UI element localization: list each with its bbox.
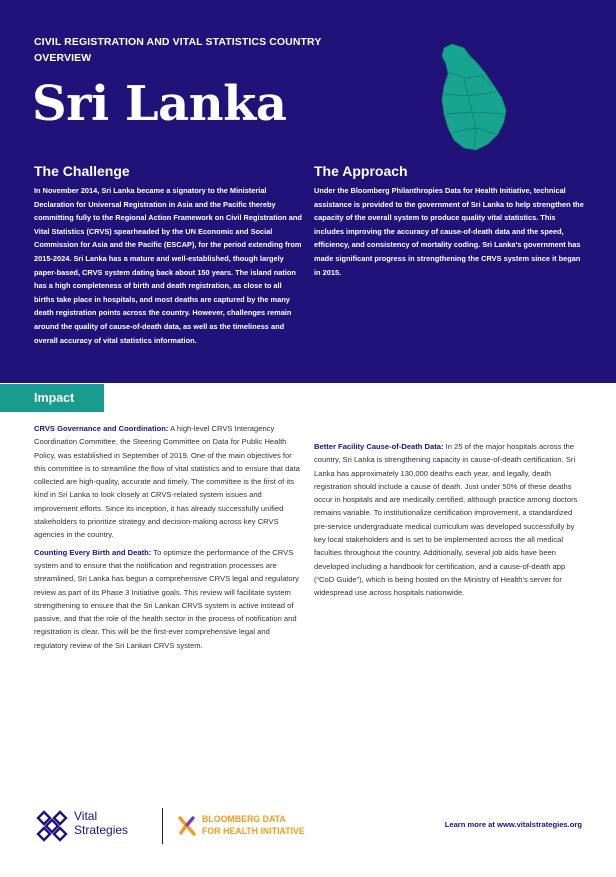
- impact-item-text: A high-level CRVS Interagency Coordination Committee, the Steering Committee on Data for Public Health Policy, was established in September of 2019. One of the main objectives for this committee is to streamline the flow of vital statistics and to ensure that data collected are high-quality, accurate and timely. The committee is the first of its kind in Sri Lanka to look closely at CRVS-related system issues and improvement efforts. Since its inception, it has already successfully unified stakeholders to prioritize strategy and decision-making across key CRVS agencies in the country.: [34, 424, 300, 540]
- impact-heading-tab: Impact: [0, 384, 104, 412]
- impact-column-left: [34, 422, 300, 656]
- challenge-paragraph: In November 2014, Sri Lanka became a signatory to the Ministerial Declaration for Universal Registration in Asia and the Pacific thereby committing fully to the Regional Action Framework on Civil Registration and Vital Statistics (CRVS) spearheaded by the UN Economic and Social Commission for Asia and the Pacific (ESCAP), for the period extending from 2015-2024. Sri Lanka has a mature and well-established, though largely paper-based, CRVS system dating back about 150 years. The island nation has a high completeness of birth and death registration, as close to all births take place in hospitals, and most deaths are captured by the many death registration points across the country. However, challenges remain around the quality of cause-of-death data, as well as the timeliness and overall accuracy of vital statistics information.: [34, 186, 302, 345]
- impact-item-lead: CRVS Governance and Coordination:: [34, 424, 169, 433]
- bb-line-2: FOR HEALTH INITIATIVE: [202, 826, 305, 836]
- impact-column-right: [314, 440, 584, 604]
- approach-section: [314, 162, 586, 279]
- document-overline: CIVIL REGISTRATION AND VITAL STATISTICS COUNTRY OVERVIEW: [34, 36, 322, 64]
- approach-paragraph: Under the Bloomberg Philanthropies Data for Health Initiative, technical assistance is provided to the government of Sri Lanka to help strengthen the capacity of the overall system to produce quality vital statistics. This includes improving the accuracy of cause-of-death data and the speed, efficiency, and consistency of mortality coding. Sri Lanka's government has made significant progress in strengthening the CRVS system since it began in 2015.: [314, 186, 584, 277]
- bb-line-1: BLOOMBERG DATA: [202, 814, 286, 824]
- impact-item-counting: [34, 546, 300, 652]
- bloomberg-x-logo-icon: [178, 814, 196, 836]
- approach-heading: The Approach: [314, 163, 408, 179]
- challenge-section: [34, 162, 304, 347]
- impact-item-text: In 25 of the major hospitals across the country, Sri Lanka is strengthening capacity in cause-of-death certification. Sri Lanka has approximately 130,000 deaths each year, and legally, death registration should include a cause of death. Just under 50% of these deaths occur in hospitals and are medically certified, although practice among doctors remains variable. To institutionalize certification improvement, a standardized pre-service undergraduate medical curriculum was developed successfully by key local stakeholders and is set to be implemented across the all medical faculties throughout the country. Additionally, several job aids have been developed including a handbook for certification, and a cause-of-death app (“CoD Guide”), which is being hosted on the Ministry of Health's server for widespread use across hospitals nationwide.: [314, 442, 578, 598]
- impact-item-cause-of-death: [314, 440, 584, 600]
- vs-line-1: Vital: [74, 809, 98, 823]
- bloomberg-wordmark: [202, 813, 322, 837]
- vs-line-2: Strategies: [74, 822, 129, 837]
- impact-item-lead: Better Facility Cause-of-Death Data:: [314, 442, 444, 451]
- logo-divider: [162, 808, 163, 844]
- sri-lanka-map-icon: [434, 42, 512, 152]
- impact-item-lead: Counting Every Birth and Death:: [34, 547, 152, 557]
- country-title: Sri Lanka: [32, 76, 287, 132]
- impact-item-text: To optimize the performance of the CRVS system and to ensure that the notification and registration processes are streamlined, Sri Lanka has begun a comprehensive CRVS legal and regulatory review as part of its Phase 3 Initiative goals. This review will facilitate system strengthening to ensure that the Sri Lankan CRVS system is active instead of passive, and that the role of the health sector in the process of notification and registration is clear. This will be the first-ever comprehensive legal and regulatory review of the Sri Lankan CRVS system.: [34, 547, 299, 650]
- challenge-heading: The Challenge: [34, 163, 130, 179]
- vital-strategies-logo-icon: [34, 806, 70, 842]
- footer: [0, 800, 616, 850]
- vital-strategies-wordmark: [74, 810, 154, 837]
- impact-item-governance: [34, 422, 300, 542]
- hero-banner: [0, 0, 616, 383]
- learn-more-link[interactable]: Learn more at www.vitalstrategies.org: [444, 820, 582, 829]
